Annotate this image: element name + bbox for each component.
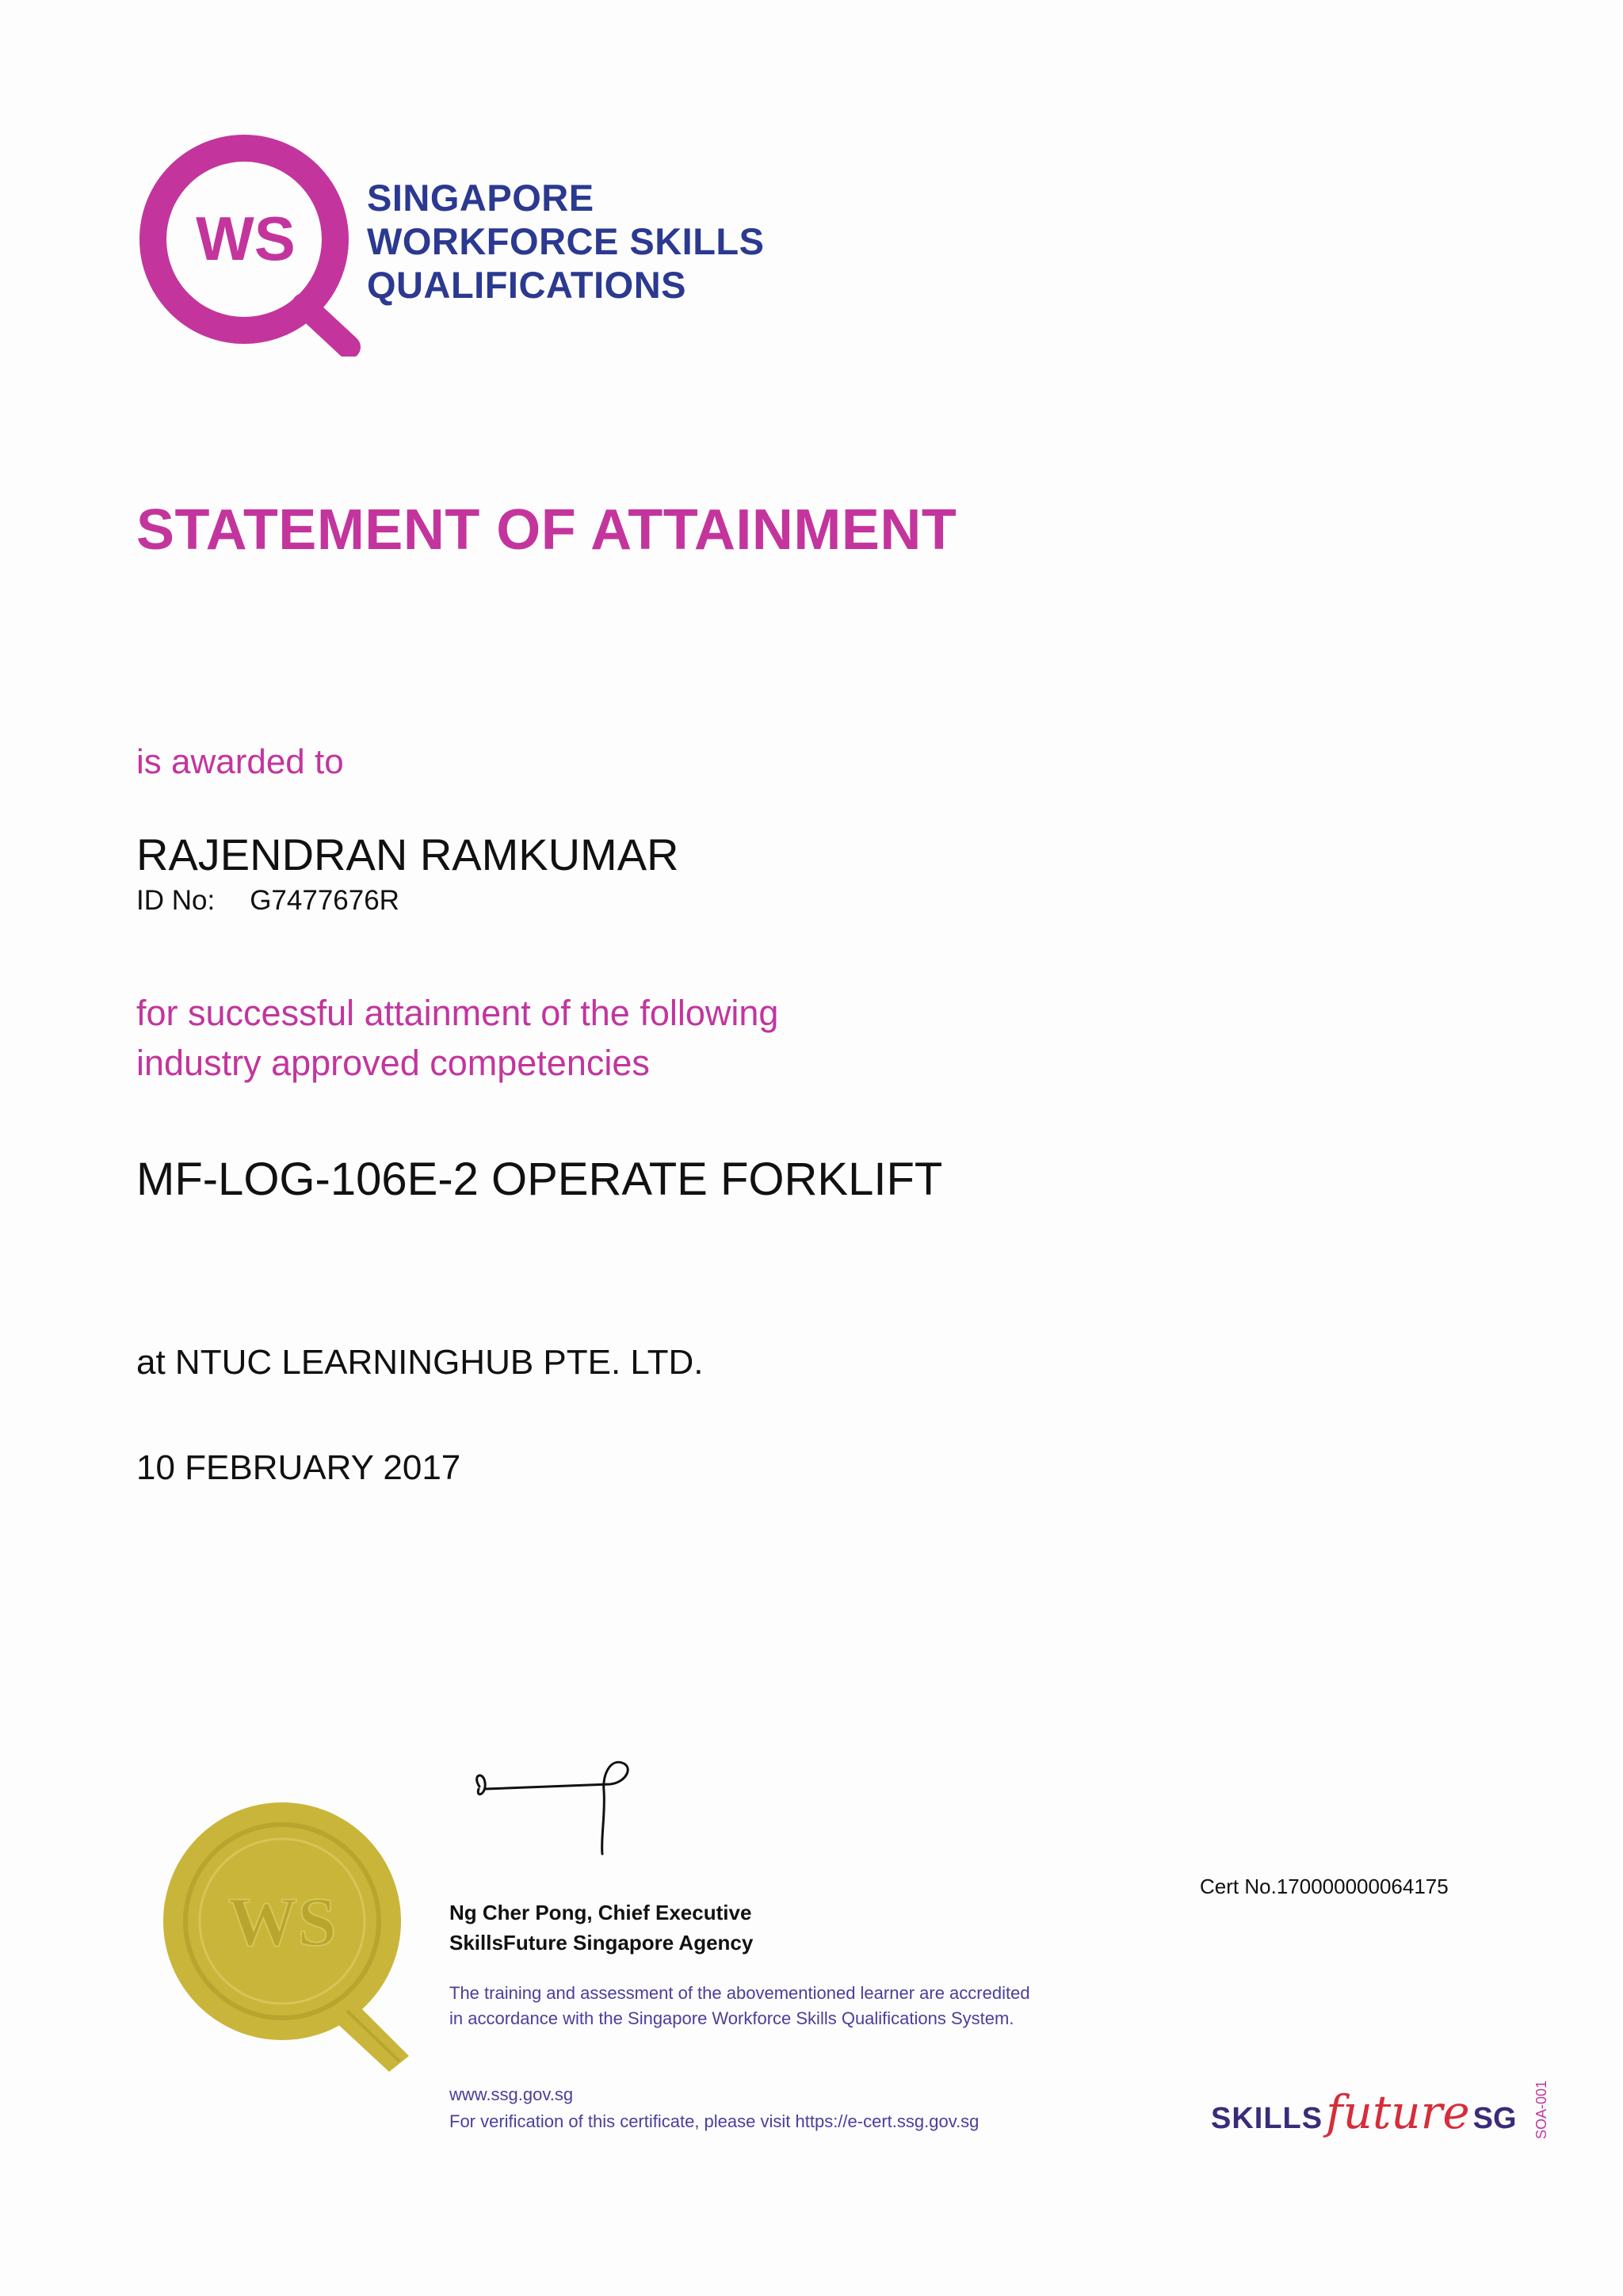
logo-letters: WS	[196, 204, 296, 273]
website-link[interactable]: www.ssg.gov.sg	[449, 2084, 574, 2104]
gold-seal-icon	[139, 1798, 441, 2084]
cert-value: 170000000064175	[1276, 1875, 1449, 1898]
cert-label: Cert No.	[1200, 1875, 1277, 1898]
id-label: ID No:	[136, 885, 216, 916]
verification-text[interactable]: For verification of this certificate, please visit https://e-cert.ssg.gov.sg	[449, 2111, 980, 2131]
org-name-line-1: SINGAPORE	[367, 177, 594, 219]
seal-letters: WS	[227, 1884, 337, 1961]
course-title: MF-LOG-106E-2 OPERATE FORKLIFT	[136, 1154, 943, 1205]
attainment-line-1: for successful attainment of the following	[136, 993, 779, 1033]
org-name-line-3: QUALIFICATIONS	[367, 264, 686, 306]
attainment-line-2: industry approved competencies	[136, 1043, 650, 1083]
footer-links	[449, 2081, 979, 2135]
recipient-name: RAJENDRAN RAMKUMAR	[136, 830, 679, 879]
accreditation-line-2: in accordance with the Singapore Workforce Skills Qualifications System.	[449, 2008, 1014, 2028]
org-name-line-2: WORKFORCE SKILLS	[367, 220, 765, 262]
signature-icon	[468, 1751, 658, 1862]
certificate-title: STATEMENT OF ATTAINMENT	[136, 498, 957, 562]
skillsfuture-logo-future: future	[1326, 2085, 1470, 2139]
id-value: G7477676R	[250, 885, 399, 916]
training-provider: at NTUC LEARNINGHUB PTE. LTD.	[136, 1343, 704, 1382]
skillsfuture-logo-skills: SKILLS	[1211, 2102, 1323, 2135]
award-date: 10 FEBRUARY 2017	[136, 1448, 461, 1487]
attainment-text	[136, 988, 778, 1088]
id-row	[136, 885, 399, 917]
skillsfuture-logo-sg: SG	[1472, 2102, 1517, 2135]
wsq-logo-icon	[135, 135, 365, 357]
skillsfuture-logo	[1211, 2085, 1517, 2139]
signatory-agency: SkillsFuture Singapore Agency	[449, 1931, 754, 1955]
form-code: SOA-001	[1533, 2080, 1549, 2139]
org-name	[367, 176, 764, 307]
signatory	[449, 1897, 753, 1958]
accreditation-text	[449, 1981, 1030, 2031]
accreditation-line-1: The training and assessment of the abovementioned learner are accredited	[449, 1983, 1030, 2003]
signatory-name: Ng Cher Pong, Chief Executive	[449, 1901, 752, 1924]
awarded-to-label: is awarded to	[136, 742, 344, 781]
cert-number	[1200, 1875, 1449, 1899]
